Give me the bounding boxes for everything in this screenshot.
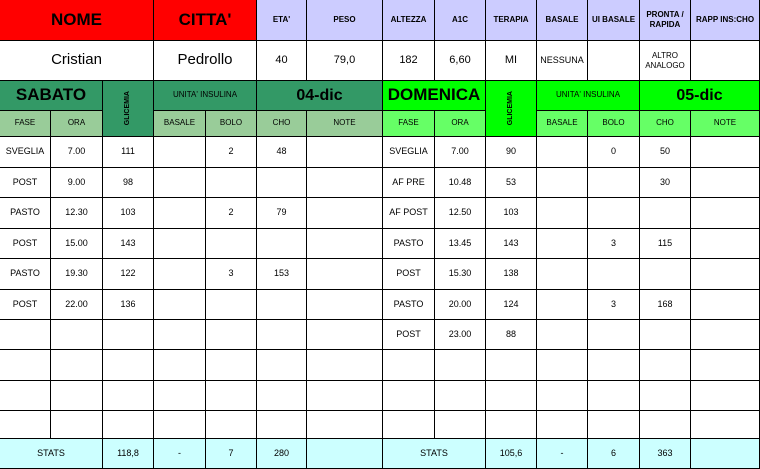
sabato-row-9-bolo[interactable] <box>206 381 257 411</box>
sabato-row-1-cho[interactable]: 48 <box>257 137 307 168</box>
sabato-row-4-fase[interactable]: POST <box>0 229 51 259</box>
sabato-row-1-glicemia[interactable]: 111 <box>103 137 154 168</box>
domenica-row-7-ora[interactable]: 23.00 <box>435 320 486 350</box>
domenica-row-4-glicemia[interactable]: 143 <box>486 229 537 259</box>
sabato-row-8-ora[interactable] <box>51 350 103 381</box>
domenica-row-1-basale[interactable] <box>537 137 588 168</box>
domenica-col-note[interactable]: NOTE <box>691 111 760 137</box>
sabato-row-3-fase[interactable]: PASTO <box>0 198 51 229</box>
sabato-row-9-ora[interactable] <box>51 381 103 411</box>
nome-label-cell[interactable]: NOME <box>0 0 154 41</box>
domenica-row-3-glicemia[interactable]: 103 <box>486 198 537 229</box>
sabato-row-5-basale[interactable] <box>154 259 206 290</box>
domenica-row-8-fase[interactable] <box>383 350 435 381</box>
sabato-row-8-fase[interactable] <box>0 350 51 381</box>
sabato-row-7-ora[interactable] <box>51 320 103 350</box>
domenica-col-ora[interactable]: ORA <box>435 111 486 137</box>
sabato-date-header[interactable]: 04-dic <box>257 81 383 111</box>
sabato-row-10-fase[interactable] <box>0 411 51 439</box>
basale-value-cell[interactable]: NESSUNA <box>537 41 588 81</box>
domenica-row-10-bolo[interactable] <box>588 411 640 439</box>
sabato-row-8-cho[interactable] <box>257 350 307 381</box>
sabato-row-5-glicemia[interactable]: 122 <box>103 259 154 290</box>
sabato-stats-cho[interactable]: 280 <box>257 439 307 469</box>
domenica-row-6-basale[interactable] <box>537 290 588 320</box>
sabato-row-10-glicemia[interactable] <box>103 411 154 439</box>
domenica-row-8-glicemia[interactable] <box>486 350 537 381</box>
sabato-col-basale[interactable]: BASALE <box>154 111 206 137</box>
sabato-row-4-cho[interactable] <box>257 229 307 259</box>
basale-label-cell[interactable]: BASALE <box>537 0 588 41</box>
domenica-row-10-cho[interactable] <box>640 411 691 439</box>
sabato-row-2-ora[interactable]: 9.00 <box>51 168 103 198</box>
domenica-row-9-basale[interactable] <box>537 381 588 411</box>
domenica-row-6-bolo[interactable]: 3 <box>588 290 640 320</box>
domenica-row-4-ora[interactable]: 13.45 <box>435 229 486 259</box>
sabato-row-9-basale[interactable] <box>154 381 206 411</box>
domenica-row-7-cho[interactable] <box>640 320 691 350</box>
sabato-row-7-cho[interactable] <box>257 320 307 350</box>
sabato-row-3-basale[interactable] <box>154 198 206 229</box>
nome-value-cell[interactable]: Cristian <box>0 41 154 81</box>
domenica-row-5-fase[interactable]: POST <box>383 259 435 290</box>
domenica-row-1-bolo[interactable]: 0 <box>588 137 640 168</box>
altezza-value-cell[interactable]: 182 <box>383 41 435 81</box>
domenica-row-7-basale[interactable] <box>537 320 588 350</box>
domenica-row-10-basale[interactable] <box>537 411 588 439</box>
domenica-stats-note[interactable] <box>691 439 760 469</box>
sabato-row-9-note[interactable] <box>307 381 383 411</box>
sabato-row-5-bolo[interactable]: 3 <box>206 259 257 290</box>
domenica-row-10-fase[interactable] <box>383 411 435 439</box>
sabato-row-5-fase[interactable]: PASTO <box>0 259 51 290</box>
sabato-row-6-ora[interactable]: 22.00 <box>51 290 103 320</box>
domenica-stats-basale[interactable]: - <box>537 439 588 469</box>
domenica-row-8-bolo[interactable] <box>588 350 640 381</box>
a1c-label-cell[interactable]: A1C <box>435 0 486 41</box>
sabato-row-5-ora[interactable]: 19.30 <box>51 259 103 290</box>
ui-basale-value-cell[interactable] <box>588 41 640 81</box>
domenica-row-5-basale[interactable] <box>537 259 588 290</box>
sabato-col-note[interactable]: NOTE <box>307 111 383 137</box>
sabato-row-8-glicemia[interactable] <box>103 350 154 381</box>
sabato-row-9-glicemia[interactable] <box>103 381 154 411</box>
ui-basale-label-cell[interactable]: UI BASALE <box>588 0 640 41</box>
rapp-label-cell[interactable]: RAPP INS:CHO <box>691 0 760 41</box>
pronta-value-cell[interactable]: ALTRO ANALOGO <box>640 41 691 81</box>
domenica-row-3-bolo[interactable] <box>588 198 640 229</box>
sabato-row-6-bolo[interactable] <box>206 290 257 320</box>
sabato-row-5-cho[interactable]: 153 <box>257 259 307 290</box>
pronta-label-cell[interactable]: PRONTA / RAPIDA <box>640 0 691 41</box>
sabato-stats-bolo[interactable]: 7 <box>206 439 257 469</box>
domenica-col-cho[interactable]: CHO <box>640 111 691 137</box>
domenica-row-8-ora[interactable] <box>435 350 486 381</box>
domenica-row-3-basale[interactable] <box>537 198 588 229</box>
domenica-row-9-glicemia[interactable] <box>486 381 537 411</box>
sabato-col-bolo[interactable]: BOLO <box>206 111 257 137</box>
sabato-row-2-basale[interactable] <box>154 168 206 198</box>
domenica-row-6-fase[interactable]: PASTO <box>383 290 435 320</box>
domenica-row-3-note[interactable] <box>691 198 760 229</box>
domenica-row-6-ora[interactable]: 20.00 <box>435 290 486 320</box>
domenica-row-6-glicemia[interactable]: 124 <box>486 290 537 320</box>
domenica-row-7-bolo[interactable] <box>588 320 640 350</box>
domenica-row-9-cho[interactable] <box>640 381 691 411</box>
sabato-stats-glicemia[interactable]: 118,8 <box>103 439 154 469</box>
sabato-row-6-basale[interactable] <box>154 290 206 320</box>
sabato-row-1-fase[interactable]: SVEGLIA <box>0 137 51 168</box>
domenica-row-5-ora[interactable]: 15.30 <box>435 259 486 290</box>
sabato-row-4-note[interactable] <box>307 229 383 259</box>
domenica-row-1-note[interactable] <box>691 137 760 168</box>
domenica-row-2-bolo[interactable] <box>588 168 640 198</box>
sabato-row-7-glicemia[interactable] <box>103 320 154 350</box>
domenica-row-9-ora[interactable] <box>435 381 486 411</box>
sabato-row-3-bolo[interactable]: 2 <box>206 198 257 229</box>
sabato-row-1-note[interactable] <box>307 137 383 168</box>
sabato-stats-basale[interactable]: - <box>154 439 206 469</box>
domenica-row-9-fase[interactable] <box>383 381 435 411</box>
sabato-row-6-fase[interactable]: POST <box>0 290 51 320</box>
domenica-row-4-fase[interactable]: PASTO <box>383 229 435 259</box>
sabato-row-8-bolo[interactable] <box>206 350 257 381</box>
sabato-row-2-bolo[interactable] <box>206 168 257 198</box>
sabato-row-6-glicemia[interactable]: 136 <box>103 290 154 320</box>
domenica-row-5-bolo[interactable] <box>588 259 640 290</box>
domenica-row-4-bolo[interactable]: 3 <box>588 229 640 259</box>
domenica-row-10-note[interactable] <box>691 411 760 439</box>
domenica-row-8-basale[interactable] <box>537 350 588 381</box>
domenica-row-7-fase[interactable]: POST <box>383 320 435 350</box>
domenica-row-2-note[interactable] <box>691 168 760 198</box>
sabato-row-10-cho[interactable] <box>257 411 307 439</box>
domenica-date-header[interactable]: 05-dic <box>640 81 760 111</box>
sabato-row-6-note[interactable] <box>307 290 383 320</box>
domenica-row-8-note[interactable] <box>691 350 760 381</box>
domenica-row-5-glicemia[interactable]: 138 <box>486 259 537 290</box>
domenica-row-3-ora[interactable]: 12.50 <box>435 198 486 229</box>
domenica-stats-glicemia[interactable]: 105,6 <box>486 439 537 469</box>
sabato-row-8-note[interactable] <box>307 350 383 381</box>
sabato-row-7-note[interactable] <box>307 320 383 350</box>
sabato-row-10-basale[interactable] <box>154 411 206 439</box>
sabato-row-4-basale[interactable] <box>154 229 206 259</box>
sabato-row-6-cho[interactable] <box>257 290 307 320</box>
sabato-row-3-ora[interactable]: 12.30 <box>51 198 103 229</box>
sabato-row-4-glicemia[interactable]: 143 <box>103 229 154 259</box>
domenica-stats-label[interactable]: STATS <box>383 439 486 469</box>
sabato-glicemia-label: GLICEMIA <box>124 91 132 126</box>
domenica-col-basale[interactable]: BASALE <box>537 111 588 137</box>
domenica-row-4-cho[interactable]: 115 <box>640 229 691 259</box>
terapia-value-cell[interactable]: MI <box>486 41 537 81</box>
sabato-row-7-basale[interactable] <box>154 320 206 350</box>
domenica-row-1-glicemia[interactable]: 90 <box>486 137 537 168</box>
sabato-row-3-glicemia[interactable]: 103 <box>103 198 154 229</box>
sabato-row-9-cho[interactable] <box>257 381 307 411</box>
sabato-row-10-bolo[interactable] <box>206 411 257 439</box>
domenica-row-9-bolo[interactable] <box>588 381 640 411</box>
domenica-row-2-cho[interactable]: 30 <box>640 168 691 198</box>
sabato-stats-label[interactable]: STATS <box>0 439 103 469</box>
sabato-stats-note[interactable] <box>307 439 383 469</box>
sabato-row-3-cho[interactable]: 79 <box>257 198 307 229</box>
domenica-col-fase[interactable]: FASE <box>383 111 435 137</box>
domenica-col-bolo[interactable]: BOLO <box>588 111 640 137</box>
domenica-row-10-ora[interactable] <box>435 411 486 439</box>
rapp-value-cell[interactable] <box>691 41 760 81</box>
domenica-row-2-fase[interactable]: AF PRE <box>383 168 435 198</box>
sabato-unita-insulina-header[interactable]: UNITA' INSULINA <box>154 81 257 111</box>
domenica-day-title[interactable]: DOMENICA <box>383 81 486 111</box>
domenica-row-8-cho[interactable] <box>640 350 691 381</box>
domenica-row-10-glicemia[interactable] <box>486 411 537 439</box>
citta-value-cell[interactable]: Pedrollo <box>154 41 257 81</box>
domenica-row-5-note[interactable] <box>691 259 760 290</box>
sabato-row-4-bolo[interactable] <box>206 229 257 259</box>
sabato-day-title[interactable]: SABATO <box>0 81 103 111</box>
domenica-row-2-ora[interactable]: 10.48 <box>435 168 486 198</box>
domenica-glicemia-label: GLICEMIA <box>507 91 515 126</box>
sabato-col-fase[interactable]: FASE <box>0 111 51 137</box>
eta-value-cell[interactable]: 40 <box>257 41 307 81</box>
sabato-row-7-fase[interactable] <box>0 320 51 350</box>
domenica-row-4-note[interactable] <box>691 229 760 259</box>
domenica-row-3-cho[interactable] <box>640 198 691 229</box>
sabato-row-3-note[interactable] <box>307 198 383 229</box>
sabato-row-10-ora[interactable] <box>51 411 103 439</box>
domenica-row-6-note[interactable] <box>691 290 760 320</box>
domenica-row-4-basale[interactable] <box>537 229 588 259</box>
sabato-row-9-fase[interactable] <box>0 381 51 411</box>
terapia-label-cell[interactable]: TERAPIA <box>486 0 537 41</box>
sabato-row-10-note[interactable] <box>307 411 383 439</box>
eta-label-cell[interactable]: ETA' <box>257 0 307 41</box>
domenica-stats-bolo[interactable]: 6 <box>588 439 640 469</box>
domenica-row-3-fase[interactable]: AF POST <box>383 198 435 229</box>
sabato-row-4-ora[interactable]: 15.00 <box>51 229 103 259</box>
sabato-col-ora[interactable]: ORA <box>51 111 103 137</box>
domenica-row-2-glicemia[interactable]: 53 <box>486 168 537 198</box>
domenica-row-6-cho[interactable]: 168 <box>640 290 691 320</box>
sabato-row-8-basale[interactable] <box>154 350 206 381</box>
domenica-stats-cho[interactable]: 363 <box>640 439 691 469</box>
peso-value-cell[interactable]: 79,0 <box>307 41 383 81</box>
domenica-row-1-ora[interactable]: 7.00 <box>435 137 486 168</box>
sabato-row-2-fase[interactable]: POST <box>0 168 51 198</box>
sabato-row-2-glicemia[interactable]: 98 <box>103 168 154 198</box>
altezza-label-cell[interactable]: ALTEZZA <box>383 0 435 41</box>
a1c-value-cell[interactable]: 6,60 <box>435 41 486 81</box>
sabato-glicemia-header[interactable] <box>103 81 154 137</box>
sabato-row-1-bolo[interactable]: 2 <box>206 137 257 168</box>
sabato-row-2-cho[interactable] <box>257 168 307 198</box>
sabato-col-cho[interactable]: CHO <box>257 111 307 137</box>
sabato-row-1-basale[interactable] <box>154 137 206 168</box>
domenica-glicemia-header[interactable] <box>486 81 537 137</box>
domenica-row-2-basale[interactable] <box>537 168 588 198</box>
sabato-row-2-note[interactable] <box>307 168 383 198</box>
domenica-row-7-note[interactable] <box>691 320 760 350</box>
citta-label-cell[interactable]: CITTA' <box>154 0 257 41</box>
domenica-row-5-cho[interactable] <box>640 259 691 290</box>
domenica-unita-insulina-header[interactable]: UNITA' INSULINA <box>537 81 640 111</box>
domenica-row-1-cho[interactable]: 50 <box>640 137 691 168</box>
domenica-row-7-glicemia[interactable]: 88 <box>486 320 537 350</box>
domenica-row-9-note[interactable] <box>691 381 760 411</box>
sabato-row-7-bolo[interactable] <box>206 320 257 350</box>
peso-label-cell[interactable]: PESO <box>307 0 383 41</box>
sabato-row-5-note[interactable] <box>307 259 383 290</box>
sabato-row-1-ora[interactable]: 7.00 <box>51 137 103 168</box>
domenica-row-1-fase[interactable]: SVEGLIA <box>383 137 435 168</box>
